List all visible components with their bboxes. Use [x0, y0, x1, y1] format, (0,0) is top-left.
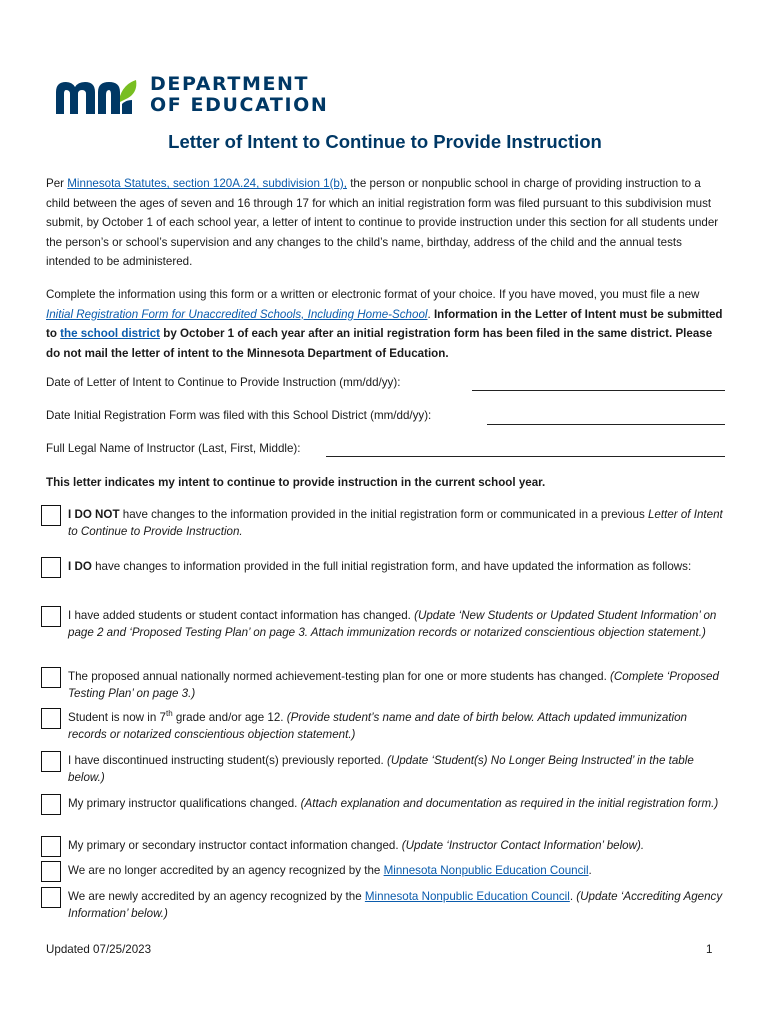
option-italic: (Provide student’s name and date of birth below. Attach updated immunization records or notarized conscientious objection statement.)	[68, 711, 687, 742]
option-bold: I DO	[68, 560, 92, 573]
option-text	[68, 752, 728, 786]
option-after: .	[588, 864, 592, 877]
option-italic: (Update ‘New Students or Updated Student Information’ on page 2 and ‘Proposed Testing Plan’ on page 3. Attach immunization records or notarized conscientious objection statement.)	[68, 609, 717, 640]
checkbox-discontinued[interactable]	[41, 751, 61, 772]
option-body: have changes to the information provided in the initial registration form or communicated in a previous	[119, 508, 648, 521]
date-letter-label: Date of Letter of Intent to Continue to Provide Instruction (mm/dd/yy):	[46, 376, 401, 389]
checkbox-added-students[interactable]	[41, 606, 61, 627]
option-after: .	[569, 890, 577, 903]
school-district-link[interactable]: the school district	[60, 327, 161, 340]
option-italic: (Complete ‘Proposed Testing Plan’ on page 3.)	[68, 670, 719, 701]
option-text	[68, 888, 728, 922]
option-bold: I DO NOT	[68, 508, 120, 521]
checkbox-testing-plan[interactable]	[41, 667, 61, 688]
ordinal-superscript: th	[165, 709, 173, 719]
intent-statement: This letter indicates my intent to continue to provide instruction in the current school year.	[46, 476, 546, 489]
checkbox-instructor-qualifications[interactable]	[41, 794, 61, 815]
checkbox-newly-accredited[interactable]	[41, 887, 61, 908]
option-body: The proposed annual nationally normed achievement-testing plan for one or more students has changed.	[68, 670, 611, 683]
logo-wordmark	[150, 74, 328, 116]
option-body-2: grade and/or age 12.	[172, 711, 287, 724]
option-body: I have discontinued instructing student(s) previously reported.	[68, 754, 387, 767]
page-title: Letter of Intent to Continue to Provide Instruction	[168, 131, 602, 152]
date-filed-field[interactable]	[487, 423, 725, 425]
statute-link[interactable]: Minnesota Statutes, section 120A.24, subdivision 1(b),	[67, 177, 347, 190]
page-number: 1	[706, 943, 713, 956]
option-text	[68, 668, 728, 702]
nonpublic-council-link[interactable]: Minnesota Nonpublic Education Council	[364, 890, 570, 903]
intro-paragraph-2	[46, 285, 726, 363]
logo-line-2: OF EDUCATION	[150, 94, 329, 116]
logo-line-1: DEPARTMENT	[150, 73, 310, 95]
checkbox-grade-seven[interactable]	[41, 708, 61, 729]
option-text	[68, 709, 728, 743]
date-letter-field[interactable]	[472, 389, 725, 391]
p2-b: .	[427, 307, 434, 321]
option-text	[68, 506, 728, 540]
checkbox-no-longer-accredited[interactable]	[41, 861, 61, 882]
checkbox-no-changes[interactable]	[41, 505, 61, 526]
checkbox-has-changes[interactable]	[41, 557, 61, 578]
p2-a: Complete the information using this form or a written or electronic format of your choice. If you have moved, you must file a new	[46, 288, 700, 301]
option-body: We are no longer accredited by an agency recognized by the	[68, 864, 384, 877]
p2-bold-2: by October 1 of each year after an initial registration form has been filed in the same district. Please do not mail the letter of intent to the Minnesota Department of Education.	[46, 327, 713, 360]
option-body: Student is now in 7	[68, 711, 166, 724]
minnesota-logo-icon	[54, 78, 142, 114]
date-filed-label: Date Initial Registration Form was filed with this School District (mm/dd/yy):	[46, 409, 432, 422]
option-italic: Letter of Intent to Continue to Provide Instruction.	[68, 508, 723, 539]
intro-paragraph-1	[46, 174, 726, 272]
option-italic: (Attach explanation and documentation as required in the initial registration form.)	[300, 797, 719, 810]
option-italic: (Update ‘Student(s) No Longer Being Instructed’ in the table below.)	[68, 754, 694, 785]
option-text	[68, 607, 728, 641]
p1-before: Per	[46, 177, 68, 190]
updated-date: Updated 07/25/2023	[46, 943, 152, 956]
option-body: I have added students or student contact information has changed.	[68, 609, 415, 622]
option-text	[68, 558, 728, 575]
p2-bold-1: Information in the Letter of Intent must be submitted to	[46, 307, 723, 340]
nonpublic-council-link[interactable]: Minnesota Nonpublic Education Council	[383, 864, 589, 877]
option-body: have changes to information provided in the full initial registration form, and have updated the information as follows:	[91, 560, 692, 573]
initial-registration-form-link[interactable]: Initial Registration Form for Unaccredited Schools, Including Home-School	[46, 307, 428, 321]
option-text	[68, 862, 728, 879]
option-body: We are newly accredited by an agency recognized by the	[68, 890, 365, 903]
instructor-name-label: Full Legal Name of Instructor (Last, First, Middle):	[46, 442, 301, 455]
option-text	[68, 795, 728, 812]
p1-after: the person or nonpublic school in charge of providing instruction to a child between the ages of seven and 16 through 17 for which an initial registration form was filed pursuant to this subdivision must submit, by October 1 of each school year, a letter of intent to continue to provide instruction under this section for all students under the person’s or school’s supervision and any changes to the child’s name, birthday, address of the child and the annual tests intended to be administered.	[46, 177, 719, 268]
option-text	[68, 837, 728, 854]
mde-logo	[54, 74, 334, 118]
option-body: My primary instructor qualifications changed.	[68, 797, 301, 810]
option-italic: (Update ‘Instructor Contact Information’ below).	[401, 839, 645, 852]
option-italic: (Update ‘Accrediting Agency Information’ below.)	[68, 890, 723, 921]
option-body: My primary or secondary instructor contact information changed.	[68, 839, 402, 852]
instructor-name-field[interactable]	[326, 455, 725, 457]
checkbox-instructor-contact[interactable]	[41, 836, 61, 857]
